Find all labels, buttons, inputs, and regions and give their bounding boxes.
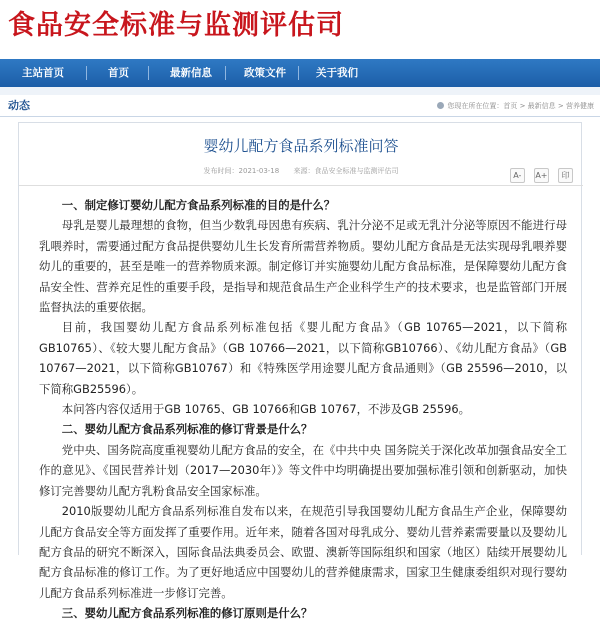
breadcrumb	[0, 95, 600, 117]
nav-divider	[225, 66, 226, 80]
paragraph: 目前，我国婴幼儿配方食品系列标准包括《婴儿配方食品》（GB 10765—2021，以下简称GB10765）、《较大婴儿配方食品》（GB 10766—2021，以下简称GB10766）、《幼儿配方食品》（GB 10767—2021，以下简称GB10767）和《特殊医学用途婴儿配方食品通则》（GB 25596—2010，以下简称GB25596）。	[39, 320, 567, 396]
paragraph: 本问答内容仅适用于GB 10765、GB 10766和GB 10767，不涉及GB 25596。	[61, 402, 471, 417]
nav-item-main-home[interactable]: 主站首页	[22, 67, 64, 79]
font-smaller-button[interactable]: A-	[510, 168, 525, 183]
publish-date: 发布时间：2021-03-18	[203, 167, 280, 175]
paragraph: 党中央、国务院高度重视婴幼儿配方食品的安全，在《中共中央 国务院关于深化改革加强食品安全工作的意见》、《国民营养计划（2017—2030年）》等文件中均明确提出要加强标准引领和创新驱动，加快修订完善婴幼儿配方乳粉食品安全国家标准。	[39, 442, 567, 498]
title-divider	[19, 185, 583, 186]
question-heading: 一、制定修订婴幼儿配方食品系列标准的目的是什么？	[61, 198, 336, 212]
nav-item-home[interactable]: 首页	[108, 67, 129, 79]
nav-divider	[148, 66, 149, 80]
paragraph: 母乳是婴儿最理想的食物，但当少数乳母因患有疾病、乳汁分泌不足或无乳汁分泌等原因不能进行母乳喂养时，需要通过配方食品提供婴幼儿生长发育所需营养物质。婴幼儿配方食品是无法实现母乳喂养婴幼儿的重要的，甚至是唯一的营养物质来源。制定修订并实施婴幼儿配方食品标准，是保障婴幼儿配方食品安全性、营养充足性的重要手段，是指导和规范食品生产企业科学生产的技术要求，也是监管部门开展监督执法的重要依据。	[39, 218, 567, 315]
article-panel	[18, 122, 582, 621]
breadcrumb-path[interactable]	[437, 99, 594, 113]
breadcrumb-path-text[interactable]: 您现在所在位置：首页 > 最新信息 > 营养健康	[447, 102, 594, 110]
home-icon	[437, 102, 444, 109]
font-larger-button[interactable]: A+	[534, 168, 549, 183]
site-header	[0, 0, 600, 56]
article-body	[39, 195, 567, 624]
article-tools	[506, 163, 573, 179]
nav-shadow-strip	[0, 87, 600, 95]
print-button[interactable]: 印	[558, 168, 573, 183]
article-source: 来源：食品安全标准与监测评估司	[293, 167, 399, 175]
article-meta	[19, 165, 583, 177]
nav-item-policy-documents[interactable]: 政策文件	[244, 67, 286, 79]
question-heading: 二、婴幼儿配方食品系列标准的修订背景是什么？	[61, 422, 313, 437]
paragraph: 2010版婴幼儿配方食品系列标准自发布以来，在规范引导我国婴幼儿配方食品生产企业，保障婴幼儿配方食品安全等方面发挥了重要作用。近年来，随着各国对母乳成分、婴幼儿营养素需要量以及婴幼儿配方食品的研究不断深入，国际食品法典委员会、欧盟、澳新等国际组织和国家（地区）陆续开展婴幼儿配方食品标准的修订工作。为了更好地适应中国婴幼儿的营养健康需求，国家卫生健康委组织对现行婴幼儿配方食品系列标准进一步修订完善。	[39, 504, 567, 600]
question-heading: 三、婴幼儿配方食品系列标准的修订原则是什么？	[61, 606, 313, 621]
section-title: 动态	[8, 99, 30, 112]
site-title[interactable]: 食品安全标准与监测评估司	[8, 10, 344, 41]
article-title: 婴幼儿配方食品系列标准问答	[203, 137, 399, 155]
nav-item-latest-info[interactable]: 最新信息	[170, 67, 212, 79]
nav-item-about-us[interactable]: 关于我们	[316, 67, 358, 79]
nav-divider	[298, 66, 299, 80]
nav-divider	[86, 66, 87, 80]
main-navbar	[0, 59, 600, 87]
